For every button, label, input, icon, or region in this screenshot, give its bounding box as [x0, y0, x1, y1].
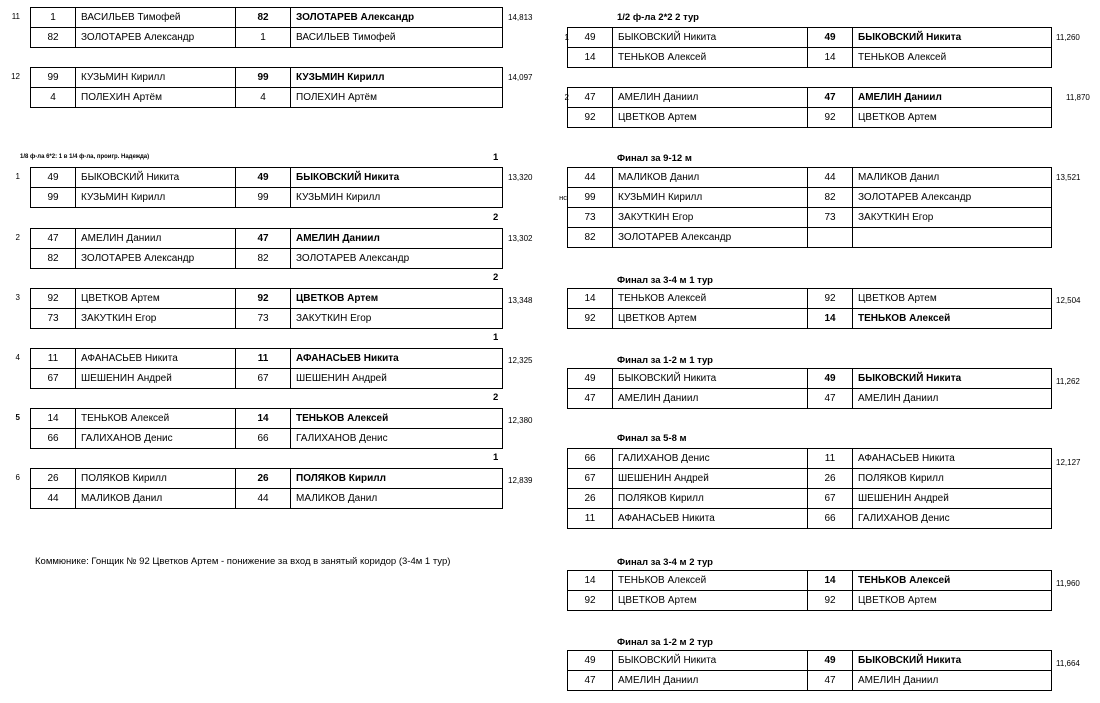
table-row — [30, 27, 503, 47]
table-row — [567, 227, 1052, 247]
rider-name: КУЗЬМИН Кирилл — [75, 68, 235, 87]
rider-number: 47 — [567, 389, 612, 408]
rider-name: АМЕЛИН Даниил — [75, 229, 235, 248]
rider-name: МАЛИКОВ Данил — [75, 489, 235, 508]
rider-number: 26 — [567, 489, 612, 508]
result-number: 1 — [235, 28, 290, 47]
rider-name: ТЕНЬКОВ Алексей — [612, 289, 807, 308]
rider-name: ТЕНЬКОВ Алексей — [612, 48, 807, 67]
table-row — [567, 571, 1052, 590]
result-name: АФАНАСЬЕВ Никита — [290, 349, 503, 368]
result-number: 92 — [235, 289, 290, 308]
section-title: Финал за 3-4 м 2 тур — [617, 557, 713, 568]
rider-name: МАЛИКОВ Данил — [612, 168, 807, 187]
rider-number: 14 — [567, 48, 612, 67]
heat-table — [30, 228, 503, 269]
rider-name: БЫКОВСКИЙ Никита — [75, 168, 235, 187]
final-table — [567, 570, 1052, 611]
rider-name: ЗАКУТКИН Егор — [75, 309, 235, 328]
rider-number: 14 — [567, 571, 612, 590]
result-name: АМЕЛИН Даниил — [290, 229, 503, 248]
rider-name: АМЕЛИН Даниил — [612, 88, 807, 107]
table-row — [30, 8, 503, 27]
heat-time: 12,380 — [508, 416, 533, 425]
rider-number: 92 — [30, 289, 75, 308]
result-number: 66 — [235, 429, 290, 448]
table-row — [567, 449, 1052, 468]
result-number: 49 — [235, 168, 290, 187]
heat-index: 3 — [15, 293, 20, 302]
rider-number: 73 — [30, 309, 75, 328]
rider-name: ЗАКУТКИН Егор — [612, 208, 807, 227]
rider-name: ПОЛЯКОВ Кирилл — [75, 469, 235, 488]
result-name: ПОЛЕХИН Артём — [290, 88, 503, 107]
result-name: ШЕШЕНИН Андрей — [290, 369, 503, 388]
table-row — [567, 107, 1052, 127]
rider-number: 14 — [30, 409, 75, 428]
rider-number: 47 — [567, 671, 612, 690]
rider-name: ШЕШЕНИН Андрей — [612, 469, 807, 488]
section-title: Финал за 1-2 м 2 тур — [617, 637, 713, 648]
section-title: Финал за 9-12 м — [617, 153, 692, 164]
final-table — [567, 167, 1052, 248]
heat-tail-number: 2 — [493, 212, 499, 223]
result-name: МАЛИКОВ Данил — [852, 168, 1052, 187]
heat-tail-number: 2 — [493, 392, 499, 403]
table-row — [567, 47, 1052, 67]
section-title: Финал за 1-2 м 1 тур — [617, 355, 713, 366]
final-table — [567, 368, 1052, 409]
rider-name: ПОЛЯКОВ Кирилл — [612, 489, 807, 508]
heat-time: 11,960 — [1056, 579, 1080, 588]
heat-table — [30, 348, 503, 389]
table-row — [567, 468, 1052, 488]
result-name: ТЕНЬКОВ Алексей — [852, 48, 1052, 67]
table-row — [567, 488, 1052, 508]
rider-number: 92 — [567, 108, 612, 127]
heat-time: 13,302 — [508, 234, 533, 243]
result-number: 47 — [807, 389, 852, 408]
heat-index: 5 — [15, 413, 20, 422]
rider-number: 92 — [567, 309, 612, 328]
result-name: ЦВЕТКОВ Артем — [852, 289, 1052, 308]
rider-name: АМЕЛИН Даниил — [612, 389, 807, 408]
table-row — [567, 670, 1052, 690]
final-table — [567, 448, 1052, 529]
section-title: 1/8 ф-ла 6*2: 1 в 1/4 ф-ла, проигр. Надежда) — [20, 154, 150, 160]
table-row — [30, 68, 503, 87]
table-row — [30, 488, 503, 508]
heat-time: 11,262 — [1056, 377, 1080, 386]
heat-index: 2 — [15, 233, 20, 242]
rider-name: АФАНАСЬЕВ Никита — [75, 349, 235, 368]
result-name: БЫКОВСКИЙ Никита — [852, 651, 1052, 670]
result-number: 49 — [807, 651, 852, 670]
table-row — [30, 187, 503, 207]
table-row — [30, 428, 503, 448]
rider-number: 82 — [30, 28, 75, 47]
result-number: 44 — [235, 489, 290, 508]
rider-number: 26 — [30, 469, 75, 488]
heat-time: 12,504 — [1056, 296, 1081, 305]
result-name: АМЕЛИН Даниил — [852, 671, 1052, 690]
result-number: 92 — [807, 108, 852, 127]
heat-time: 13,521 — [1056, 173, 1081, 182]
result-name: ЦВЕТКОВ Артем — [290, 289, 503, 308]
rider-number: 44 — [567, 168, 612, 187]
heat-table — [30, 408, 503, 449]
result-number: 67 — [807, 489, 852, 508]
result-number: 92 — [807, 591, 852, 610]
heat-time: 13,348 — [508, 296, 533, 305]
rider-number: 82 — [30, 249, 75, 268]
result-number — [807, 228, 852, 247]
rider-number: 49 — [567, 651, 612, 670]
dns-mark: нс — [559, 193, 567, 202]
heat-index: 1 — [564, 33, 569, 42]
heat-time: 12,127 — [1056, 458, 1081, 467]
table-row — [567, 187, 1052, 207]
heat-table — [567, 87, 1052, 128]
table-row — [30, 368, 503, 388]
heat-time: 11,870 — [1066, 93, 1090, 102]
table-row — [30, 168, 503, 187]
heat-time: 11,260 — [1056, 33, 1080, 42]
result-name: ВАСИЛЬЕВ Тимофей — [290, 28, 503, 47]
rider-number: 11 — [567, 509, 612, 528]
pair-index: 11 — [11, 12, 20, 21]
result-name: ТЕНЬКОВ Алексей — [290, 409, 503, 428]
result-name — [852, 228, 1052, 247]
rider-name: БЫКОВСКИЙ Никита — [612, 28, 807, 47]
table-row — [30, 349, 503, 368]
result-name: БЫКОВСКИЙ Никита — [852, 369, 1052, 388]
result-number: 92 — [807, 289, 852, 308]
rider-name: ЦВЕТКОВ Артем — [612, 108, 807, 127]
result-number: 82 — [807, 188, 852, 207]
pair-table — [30, 7, 503, 48]
result-name: АФАНАСЬЕВ Никита — [852, 449, 1052, 468]
rider-number: 99 — [30, 188, 75, 207]
result-name: ПОЛЯКОВ Кирилл — [290, 469, 503, 488]
table-row — [30, 289, 503, 308]
section-title: Финал за 5-8 м — [617, 433, 687, 444]
rider-number: 99 — [567, 188, 612, 207]
result-number: 67 — [235, 369, 290, 388]
table-row — [567, 651, 1052, 670]
table-row — [567, 508, 1052, 528]
rider-number: 67 — [567, 469, 612, 488]
result-number: 4 — [235, 88, 290, 107]
result-name: АМЕЛИН Даниил — [852, 389, 1052, 408]
heat-table — [30, 468, 503, 509]
result-number: 26 — [807, 469, 852, 488]
heat-time: 14,813 — [508, 13, 533, 22]
rider-number: 49 — [30, 168, 75, 187]
rider-name: ТЕНЬКОВ Алексей — [612, 571, 807, 590]
result-number: 11 — [807, 449, 852, 468]
result-number: 73 — [235, 309, 290, 328]
result-number: 82 — [235, 8, 290, 27]
result-name: ШЕШЕНИН Андрей — [852, 489, 1052, 508]
rider-number: 92 — [567, 591, 612, 610]
heat-time: 13,320 — [508, 173, 533, 182]
result-number: 73 — [807, 208, 852, 227]
table-row — [567, 369, 1052, 388]
rider-number: 73 — [567, 208, 612, 227]
rider-name: АМЕЛИН Даниил — [612, 671, 807, 690]
rider-number: 1 — [30, 8, 75, 27]
commissaire-note: Коммюнике: Гонщик № 92 Цветков Артем - понижение за вход в занятый коридор (3-4м 1 тур) — [35, 556, 451, 567]
rider-name: БЫКОВСКИЙ Никита — [612, 651, 807, 670]
table-row — [567, 308, 1052, 328]
pair-table — [30, 67, 503, 108]
rider-name: КУЗЬМИН Кирилл — [612, 188, 807, 207]
result-number: 11 — [235, 349, 290, 368]
table-row — [567, 28, 1052, 47]
rider-name: ЗОЛОТАРЕВ Александр — [75, 249, 235, 268]
rider-number: 47 — [567, 88, 612, 107]
result-number: 26 — [235, 469, 290, 488]
pair-index: 12 — [11, 72, 20, 81]
result-name: ГАЛИХАНОВ Денис — [852, 509, 1052, 528]
result-name: КУЗЬМИН Кирилл — [290, 68, 503, 87]
table-row — [30, 469, 503, 488]
rider-name: ВАСИЛЬЕВ Тимофей — [75, 8, 235, 27]
result-name: ЗАКУТКИН Егор — [290, 309, 503, 328]
table-row — [30, 248, 503, 268]
result-name: АМЕЛИН Даниил — [852, 88, 1052, 107]
heat-tail-number: 1 — [493, 152, 499, 163]
rider-name: ГАЛИХАНОВ Денис — [75, 429, 235, 448]
result-number: 14 — [807, 309, 852, 328]
rider-name: АФАНАСЬЕВ Никита — [612, 509, 807, 528]
heat-table — [567, 27, 1052, 68]
result-number: 99 — [235, 68, 290, 87]
table-row — [30, 229, 503, 248]
rider-name: ТЕНЬКОВ Алексей — [75, 409, 235, 428]
table-row — [567, 168, 1052, 187]
result-number: 44 — [807, 168, 852, 187]
result-name: ЗОЛОТАРЕВ Александр — [290, 249, 503, 268]
rider-name: КУЗЬМИН Кирилл — [75, 188, 235, 207]
rider-name: ЦВЕТКОВ Артем — [612, 309, 807, 328]
result-number: 14 — [235, 409, 290, 428]
rider-name: ЗОЛОТАРЕВ Александр — [75, 28, 235, 47]
heat-tail-number: 1 — [493, 452, 499, 463]
result-number: 47 — [235, 229, 290, 248]
table-row — [567, 207, 1052, 227]
rider-number: 49 — [567, 369, 612, 388]
result-name: БЫКОВСКИЙ Никита — [290, 168, 503, 187]
heat-time: 11,664 — [1056, 659, 1080, 668]
result-number: 47 — [807, 88, 852, 107]
rider-number: 47 — [30, 229, 75, 248]
final-table — [567, 288, 1052, 329]
result-number: 47 — [807, 671, 852, 690]
rider-number: 82 — [567, 228, 612, 247]
result-name: БЫКОВСКИЙ Никита — [852, 28, 1052, 47]
heat-time: 14,097 — [508, 73, 533, 82]
result-number: 14 — [807, 48, 852, 67]
result-number: 99 — [235, 188, 290, 207]
heat-time: 12,839 — [508, 476, 533, 485]
rider-number: 67 — [30, 369, 75, 388]
result-name: ЗАКУТКИН Егор — [852, 208, 1052, 227]
heat-index: 6 — [15, 473, 20, 482]
rider-name: ЦВЕТКОВ Артем — [612, 591, 807, 610]
table-row — [567, 590, 1052, 610]
result-name: МАЛИКОВ Данил — [290, 489, 503, 508]
table-row — [30, 308, 503, 328]
table-row — [567, 88, 1052, 107]
rider-name: ЦВЕТКОВ Артем — [75, 289, 235, 308]
rider-number: 99 — [30, 68, 75, 87]
heat-table — [30, 288, 503, 329]
result-number: 66 — [807, 509, 852, 528]
final-table — [567, 650, 1052, 691]
result-number: 82 — [235, 249, 290, 268]
rider-name: ЗОЛОТАРЕВ Александр — [612, 228, 807, 247]
result-name: ТЕНЬКОВ Алексей — [852, 309, 1052, 328]
heat-index: 4 — [15, 353, 20, 362]
result-name: ТЕНЬКОВ Алексей — [852, 571, 1052, 590]
section-title: 1/2 ф-ла 2*2 2 тур — [617, 12, 699, 23]
rider-number: 14 — [567, 289, 612, 308]
result-name: КУЗЬМИН Кирилл — [290, 188, 503, 207]
result-name: ГАЛИХАНОВ Денис — [290, 429, 503, 448]
result-name: ЦВЕТКОВ Артем — [852, 108, 1052, 127]
rider-number: 66 — [30, 429, 75, 448]
heat-index: 1 — [15, 172, 20, 181]
rider-name: ГАЛИХАНОВ Денис — [612, 449, 807, 468]
rider-name: ПОЛЕХИН Артём — [75, 88, 235, 107]
heat-tail-number: 1 — [493, 332, 499, 343]
rider-number: 4 — [30, 88, 75, 107]
result-number: 49 — [807, 28, 852, 47]
rider-name: ШЕШЕНИН Андрей — [75, 369, 235, 388]
table-row — [567, 289, 1052, 308]
rider-number: 66 — [567, 449, 612, 468]
rider-number: 11 — [30, 349, 75, 368]
result-name: ЗОЛОТАРЕВ Александр — [290, 8, 503, 27]
rider-name: БЫКОВСКИЙ Никита — [612, 369, 807, 388]
section-title: Финал за 3-4 м 1 тур — [617, 275, 713, 286]
result-name: ЦВЕТКОВ Артем — [852, 591, 1052, 610]
rider-number: 44 — [30, 489, 75, 508]
heat-table — [30, 167, 503, 208]
heat-time: 12,325 — [508, 356, 533, 365]
rider-number: 49 — [567, 28, 612, 47]
result-name: ЗОЛОТАРЕВ Александр — [852, 188, 1052, 207]
heat-tail-number: 2 — [493, 272, 499, 283]
result-number: 49 — [807, 369, 852, 388]
result-number: 14 — [807, 571, 852, 590]
heat-index: 2 — [564, 93, 569, 102]
table-row — [30, 409, 503, 428]
result-name: ПОЛЯКОВ Кирилл — [852, 469, 1052, 488]
table-row — [567, 388, 1052, 408]
table-row — [30, 87, 503, 107]
